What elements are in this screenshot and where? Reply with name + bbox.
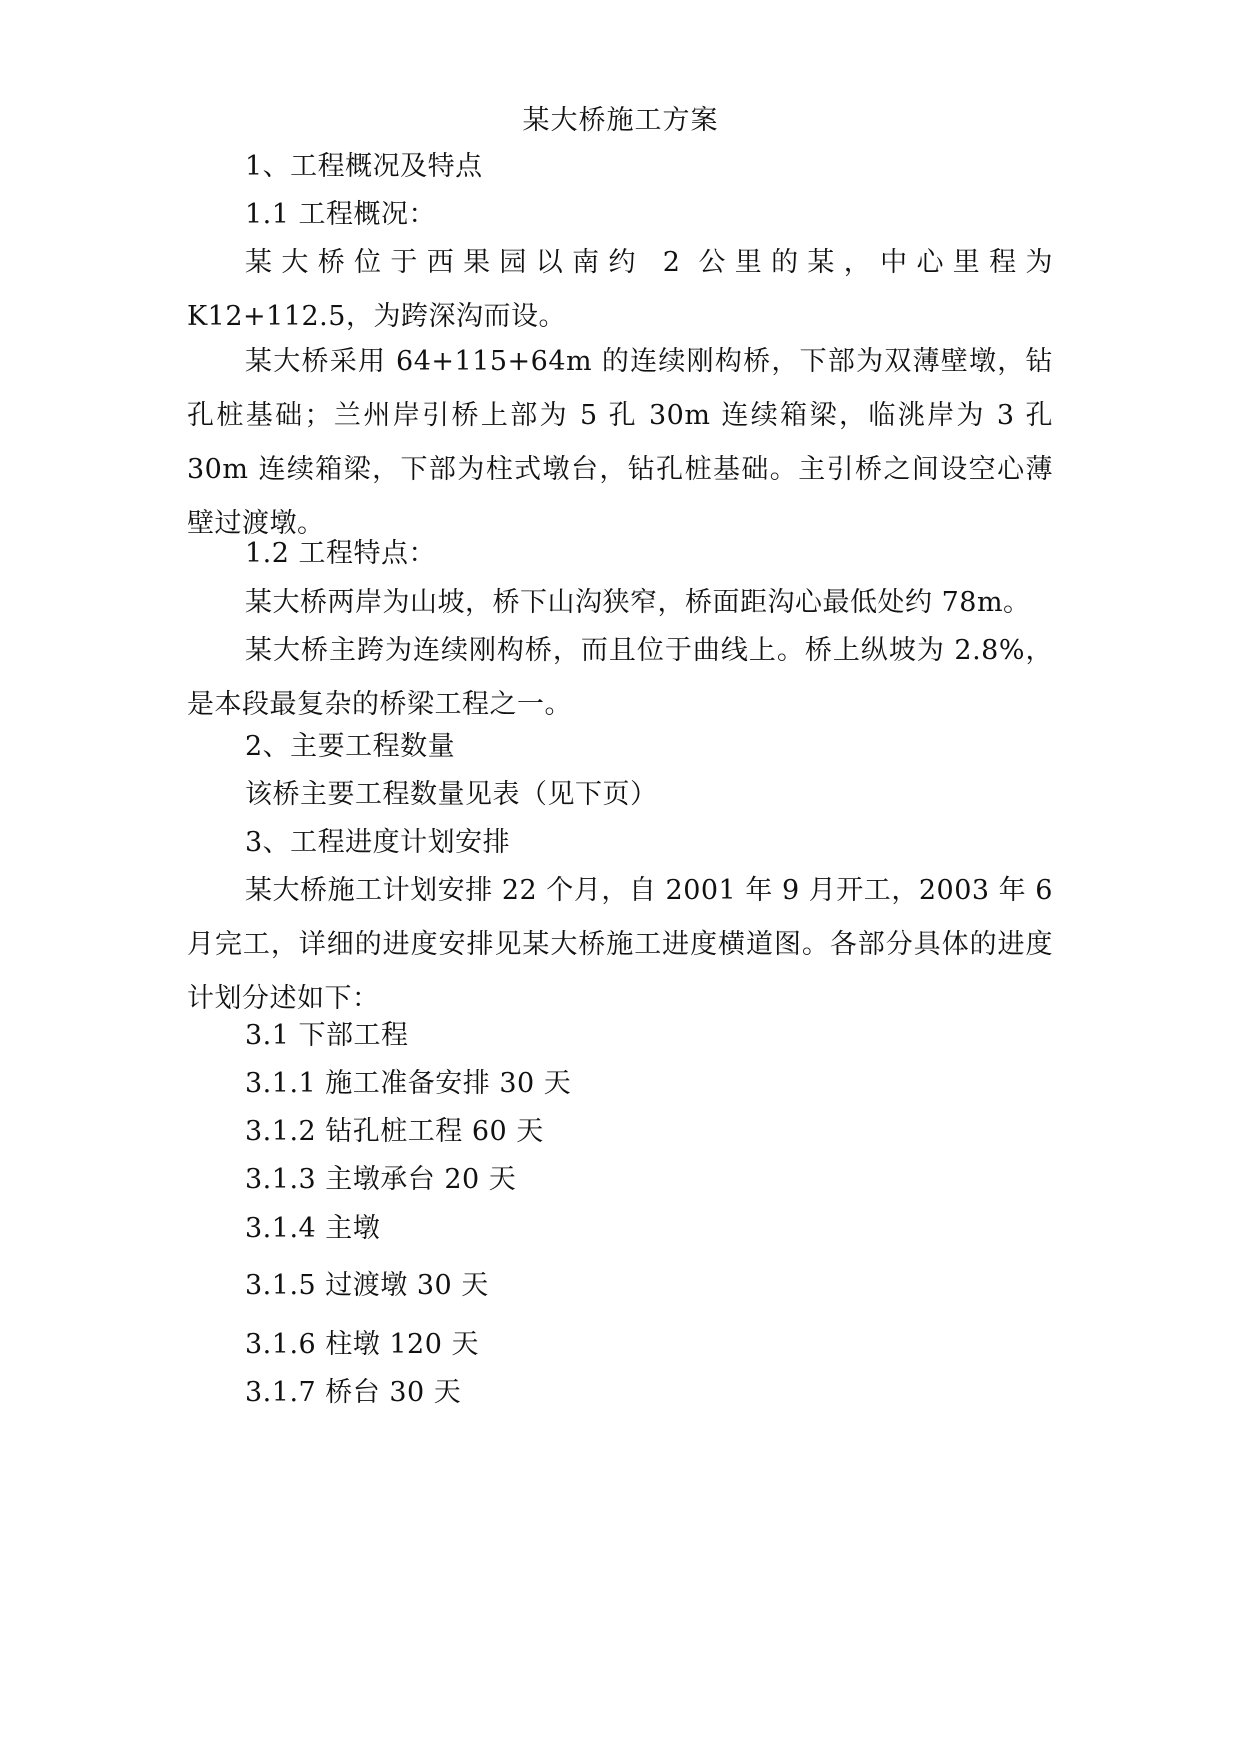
subsection-heading-1-2: 1.2 工程特点： <box>245 538 437 569</box>
schedule-item: 3.1.4 主墩 <box>245 1213 381 1244</box>
paragraph-quantities: 该桥主要工程数量见表（见下页） <box>245 779 658 810</box>
schedule-item: 3.1.1 施工准备安排 30 天 <box>245 1068 572 1099</box>
paragraph-terrain: 某大桥两岸为山坡，桥下山沟狭窄，桥面距沟心最低处约 78m。 <box>245 587 1031 618</box>
section-heading-2: 2、主要工程数量 <box>245 731 456 762</box>
paragraph-main-span: 某大桥主跨为连续刚构桥，而且位于曲线上。桥上纵坡为 2.8%，是本段最复杂的桥梁工程之一。 <box>187 635 1053 720</box>
schedule-item: 3.1.2 钻孔桩工程 60 天 <box>245 1116 544 1147</box>
schedule-item: 3.1.7 桥台 30 天 <box>245 1377 462 1408</box>
section-heading-3: 3、工程进度计划安排 <box>245 827 511 858</box>
schedule-item: 3.1.3 主墩承台 20 天 <box>245 1164 517 1195</box>
paragraph-schedule: 某大桥施工计划安排 22 个月，自 2001 年 9 月开工，2003 年 6 月完工，详细的进度安排见某大桥施工进度横道图。各部分具体的进度计划分述如下： <box>187 875 1053 1014</box>
document-title: 某大桥施工方案 <box>522 105 719 136</box>
paragraph-structure: 某大桥采用 64+115+64m 的连续刚构桥，下部为双薄壁墩，钻孔桩基础；兰州岸引桥上部为 5 孔 30m 连续箱梁，临洮岸为 3 孔 30m 连续箱梁，下部为柱式墩台，钻孔桩基础。主引桥之间设空心薄壁过渡墩。 <box>187 346 1053 539</box>
section-heading-1: 1、工程概况及特点 <box>245 151 483 182</box>
subsection-heading-1-1: 1.1 工程概况： <box>245 199 437 230</box>
subsection-heading-3-1: 3.1 下部工程 <box>245 1020 409 1051</box>
schedule-item: 3.1.6 柱墩 120 天 <box>245 1329 479 1360</box>
schedule-item: 3.1.5 过渡墩 30 天 <box>245 1270 489 1301</box>
paragraph-location: 某大桥位于西果园以南约 2 公里的某，中心里程为 K12+112.5，为跨深沟而设。 <box>187 247 1053 332</box>
